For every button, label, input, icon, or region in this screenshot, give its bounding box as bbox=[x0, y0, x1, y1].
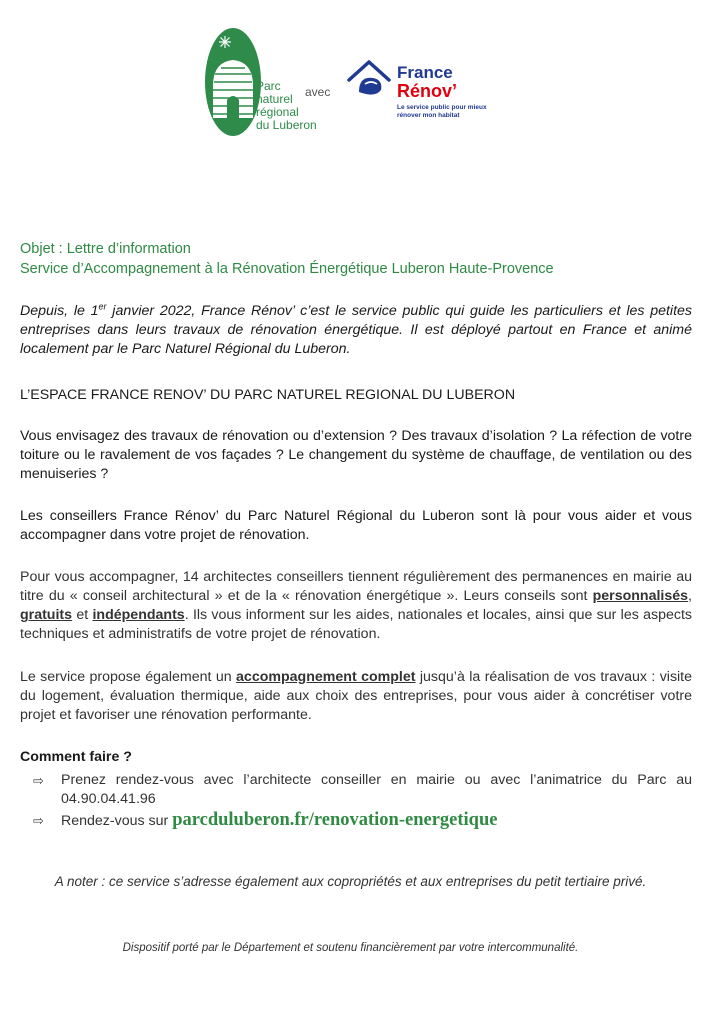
intro-paragraph bbox=[20, 302, 692, 359]
note-text: A noter : ce service s’adresse également aux copropriétés et aux entreprises du petit tertiaire privé. bbox=[54, 874, 647, 889]
service-text-b: jusqu’à la réalisation de vos travaux : visite du logement, évaluation thermique, aide aux choix des entreprises, pour vous aider à concrétiser votre projet et favoriser une rénovation performante. bbox=[20, 669, 693, 723]
website-link[interactable]: parcduluberon.fr/renovation-energetique bbox=[172, 810, 498, 830]
letter-subject bbox=[20, 239, 692, 279]
list-item-text bbox=[61, 811, 692, 831]
architects-text-a: Pour vous accompagner, 14 architectes conseillers tiennent régulièrement des permanences en mairie au titre du « conseil architectural » et de la « rénovation énergétique ». Leurs conseils sont bbox=[20, 569, 692, 604]
subject-line-2: Service d’Accompagnement à la Rénovation Énergétique Luberon Haute-Provence bbox=[20, 261, 554, 277]
keyword-free: gratuits bbox=[20, 607, 73, 623]
parc-logo-line: naturel bbox=[256, 92, 293, 106]
architects-paragraph bbox=[20, 568, 692, 644]
keyword-independent: indépendants bbox=[92, 607, 185, 623]
footer-text: Dispositif porté par le Département et soutenu financièrement par votre intercommunalité. bbox=[122, 942, 579, 954]
france-renov-wordmark bbox=[397, 64, 457, 100]
questions-paragraph: Vous envisagez des travaux de rénovation ou d’extension ? Des travaux d’isolation ? La réfection de votre toiture ou le ravalement de vos façades ? Le changement du système de chauffage, de ventilation ou des menuiseries ? bbox=[20, 428, 692, 482]
logo-connector-text: avec bbox=[305, 85, 331, 99]
intro-superscript: er bbox=[98, 301, 107, 312]
website-prefix: Rendez-vous sur bbox=[61, 813, 173, 829]
how-to-title: Comment faire ? bbox=[20, 749, 132, 765]
list-item bbox=[33, 771, 692, 809]
list-item bbox=[33, 811, 692, 831]
france-renov-logo bbox=[345, 58, 535, 128]
arrow-right-icon: ⇨ bbox=[33, 773, 44, 788]
france-renov-tagline: Le service public pour mieux rénover mon habitat bbox=[397, 104, 487, 119]
architects-text-b: . Ils vous informent sur les aides, nationales et locales, ainsi que sur les aspects techniques et administratifs de votre projet de rénovation. bbox=[20, 607, 692, 642]
intro-text-start: Depuis, le 1 bbox=[20, 303, 99, 319]
parc-logo-line: régional bbox=[256, 105, 299, 119]
subject-line-1: Objet : Lettre d’information bbox=[20, 241, 191, 257]
france-renov-line2: Rénov’ bbox=[397, 81, 458, 101]
service-text-a: Le service propose également un bbox=[20, 669, 237, 685]
section-heading: L’ESPACE FRANCE RENOV’ DU PARC NATUREL REGIONAL DU LUBERON bbox=[20, 387, 516, 403]
house-icon bbox=[345, 58, 393, 102]
list-item-text: Prenez rendez-vous avec l’architecte conseiller en mairie ou avec l’animatrice du Parc au 04.90.04.41.96 bbox=[61, 772, 692, 807]
keyword-full-support: accompagnement complet bbox=[236, 669, 416, 685]
separator: et bbox=[72, 607, 93, 623]
advisors-paragraph: Les conseillers France Rénov’ du Parc Naturel Régional du Luberon sont là pour vous aider et vous accompagner dans votre projet de rénovation. bbox=[20, 508, 692, 543]
keyword-personalised: personnalisés bbox=[592, 588, 689, 604]
parc-logo-line: Parc bbox=[256, 79, 281, 93]
arrow-right-icon: ⇨ bbox=[33, 813, 44, 828]
intro-text-rest: janvier 2022, France Rénov’ c’est le service public qui guide les particuliers et les petites entreprises dans leurs travaux de rénovation énergétique. Il est déployé partout en France et animé localement par le Parc Naturel Régional du Luberon. bbox=[20, 303, 693, 357]
france-renov-line1: France bbox=[397, 63, 453, 82]
service-paragraph bbox=[20, 668, 692, 725]
parc-logo-line: du Luberon bbox=[256, 118, 317, 132]
separator: , bbox=[688, 588, 692, 604]
